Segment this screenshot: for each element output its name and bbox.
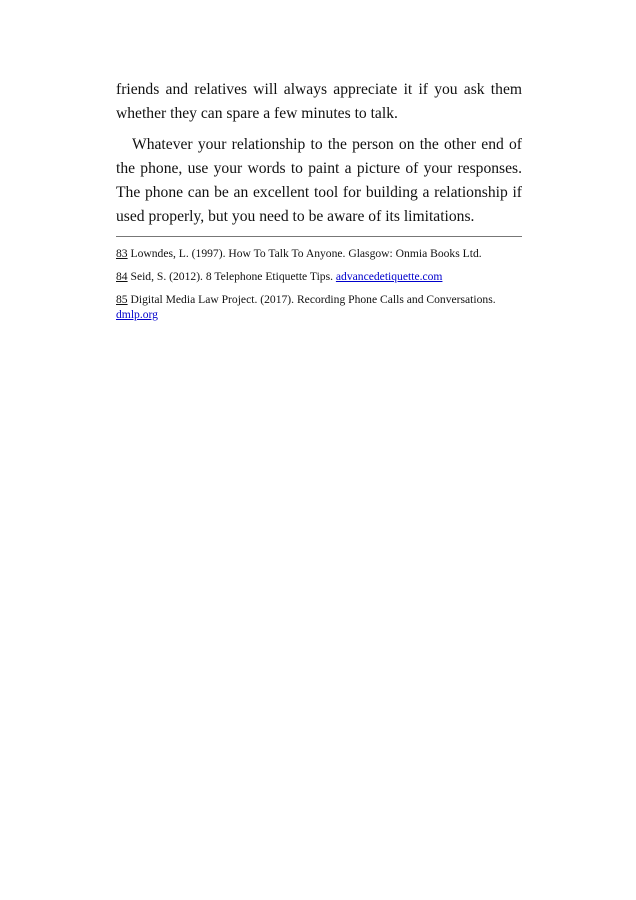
paragraph-continued: friends and relatives will always appreciate it if you ask them whether they can spare a few minutes to talk. <box>116 81 522 122</box>
footnote-83 <box>116 246 522 261</box>
paragraph-closing: Whatever your relationship to the person on the other end of the phone, use your words to paint a picture of your responses. The phone can be an excellent tool for building a relationship if used properly, but you need to be aware of its limitations. <box>116 136 522 225</box>
footnote-number-link[interactable]: 84 <box>116 270 128 283</box>
footnotes <box>116 246 522 330</box>
footnote-text: Lowndes, L. (1997). How To Talk To Anyone. Glasgow: Onmia Books Ltd. <box>127 247 482 260</box>
dmlp-link[interactable]: dmlp.org <box>116 308 158 321</box>
advancedetiquette-link[interactable]: advancedetiquette.com <box>335 270 443 283</box>
body-text <box>116 78 522 229</box>
footnote-84 <box>116 269 522 284</box>
footnote-number-link[interactable]: 83 <box>116 247 128 260</box>
footnote-text: Digital Media Law Project. (2017). Recording Phone Calls and Conversations. <box>127 293 496 306</box>
footnote-number-link[interactable]: 85 <box>116 293 128 306</box>
footnote-separator <box>116 236 522 237</box>
footnote-85 <box>116 292 522 322</box>
footnote-text: Seid, S. (2012). 8 Telephone Etiquette Tips. <box>127 270 336 283</box>
